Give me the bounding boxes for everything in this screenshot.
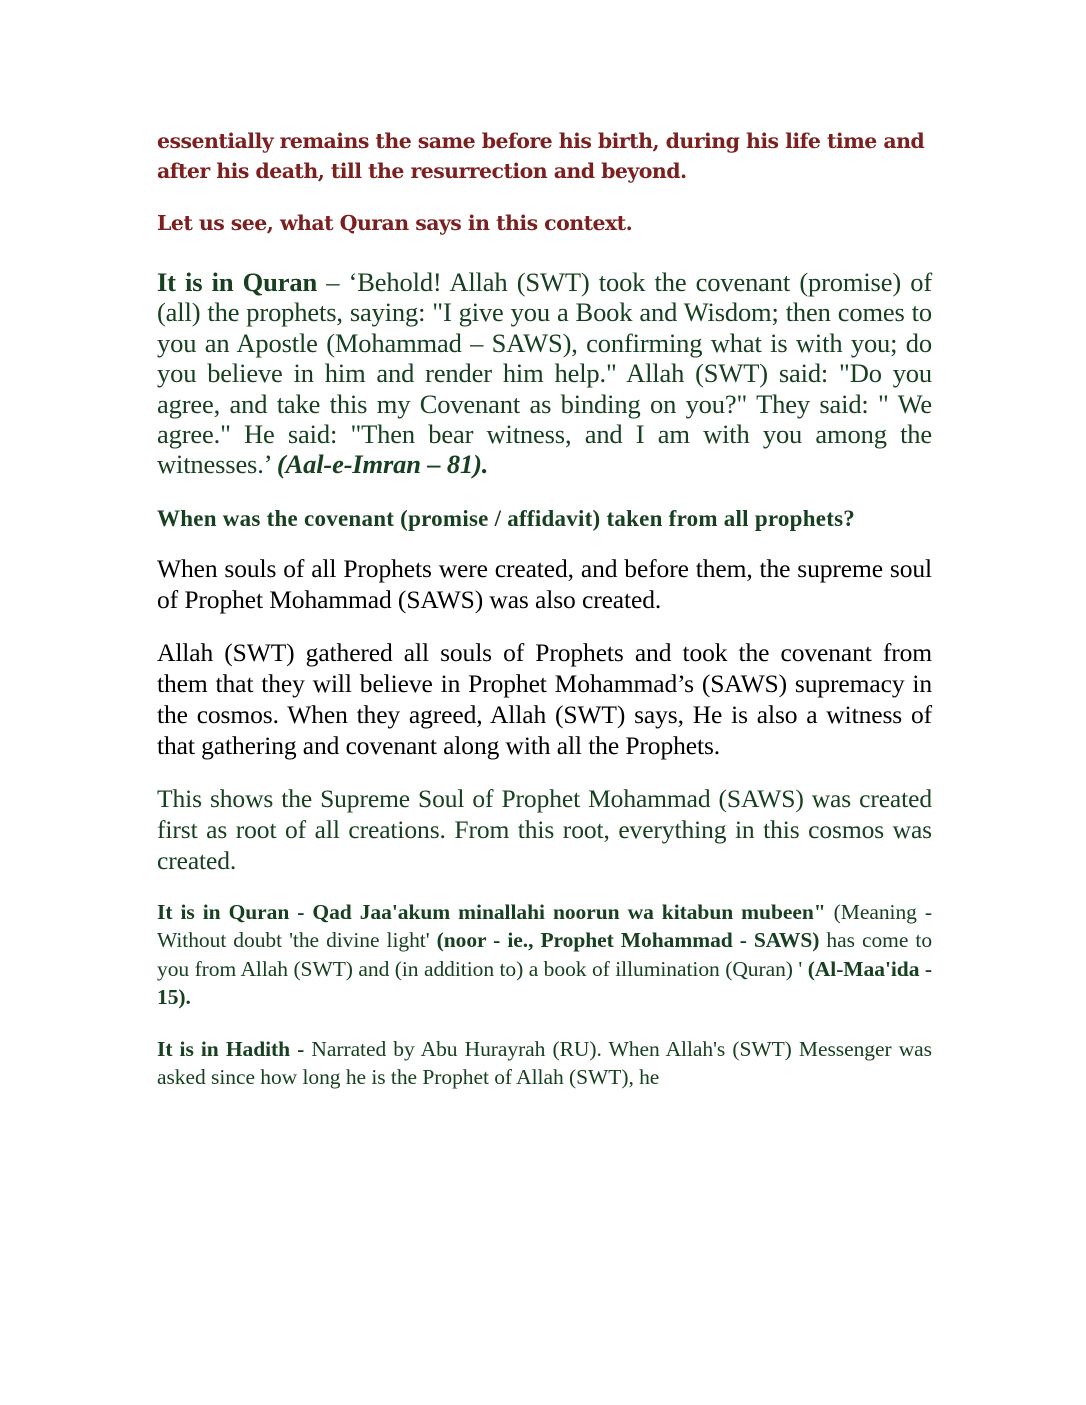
page-text-column [157, 126, 932, 1115]
hadith-paragraph [157, 1035, 932, 1092]
hadith-body: Narrated by Abu Hurayrah (RU). When Allah's (SWT) Messenger was asked since how long he is the Prophet of Allah (SWT), he [157, 1036, 932, 1090]
paragraph-allah-gathered-souls: Allah (SWT) gathered all souls of Prophets and took the covenant from them that they will believe in Prophet Mohammad’s (SAWS) supremacy in the cosmos. When they agreed, Allah (SWT) says, He is also a witness of that gathering and covenant along with all the Prophets. [157, 637, 932, 760]
intro-lead-in-line: Let us see, what Quran says in this context. [157, 211, 633, 235]
quran-quote-lead-label: It is in Quran [157, 267, 318, 297]
quran-quote-body: – ‘Behold! Allah (SWT) took the covenant (promise) of (all) the prophets, saying: "I give you a Book and Wisdom; then comes to you an Apostle (Mohammad – SAWS), confirming what is with you; do you believe in him and render him help." Allah (SWT) said: "Do you agree, and take this my Covenant as binding on you?" They said: " We agree." He said: "Then bear witness, and I am with you among the witnesses.’ [157, 267, 932, 480]
quran-noor-mid-regular: (Meaning - Without doubt 'the divine light' [157, 899, 932, 953]
section-heading-covenant-question: When was the covenant (promise / affidavit) taken from all prophets? [157, 505, 856, 531]
quran-quote-paragraph [157, 267, 932, 480]
paragraph-souls-created: When souls of all Prophets were created, and before them, the supreme soul of Prophet Mohammad (SAWS) was also created. [157, 553, 932, 614]
quran-quote-citation: (Aal-e-Imran – 81). [276, 449, 489, 480]
hadith-lead-bold: It is in Hadith - [157, 1036, 312, 1061]
quran-noor-citation: (Al-Maa'ida - 15). [157, 956, 932, 1010]
quran-noor-tail-regular: has come to you from Allah (SWT) and (in addition to) a book of illumination (Quran) ' [157, 928, 933, 981]
quran-noor-bold-two: (noor - ie., Prophet Mohammad - SAWS) [436, 928, 820, 953]
quran-noor-lead-bold: It is in Quran - Qad Jaa'akum minallahi noorun wa kitabun mubeen" [157, 899, 826, 924]
paragraph-supreme-soul-root: This shows the Supreme Soul of Prophet Mohammad (SAWS) was created first as root of all creations. From this root, everything in this cosmos was created. [157, 783, 932, 875]
intro-continuation-paragraph: essentially remains the same before his birth, during his life time and after his death, till the resurrection and beyond. [157, 129, 925, 183]
quran-noor-paragraph [157, 898, 932, 1012]
